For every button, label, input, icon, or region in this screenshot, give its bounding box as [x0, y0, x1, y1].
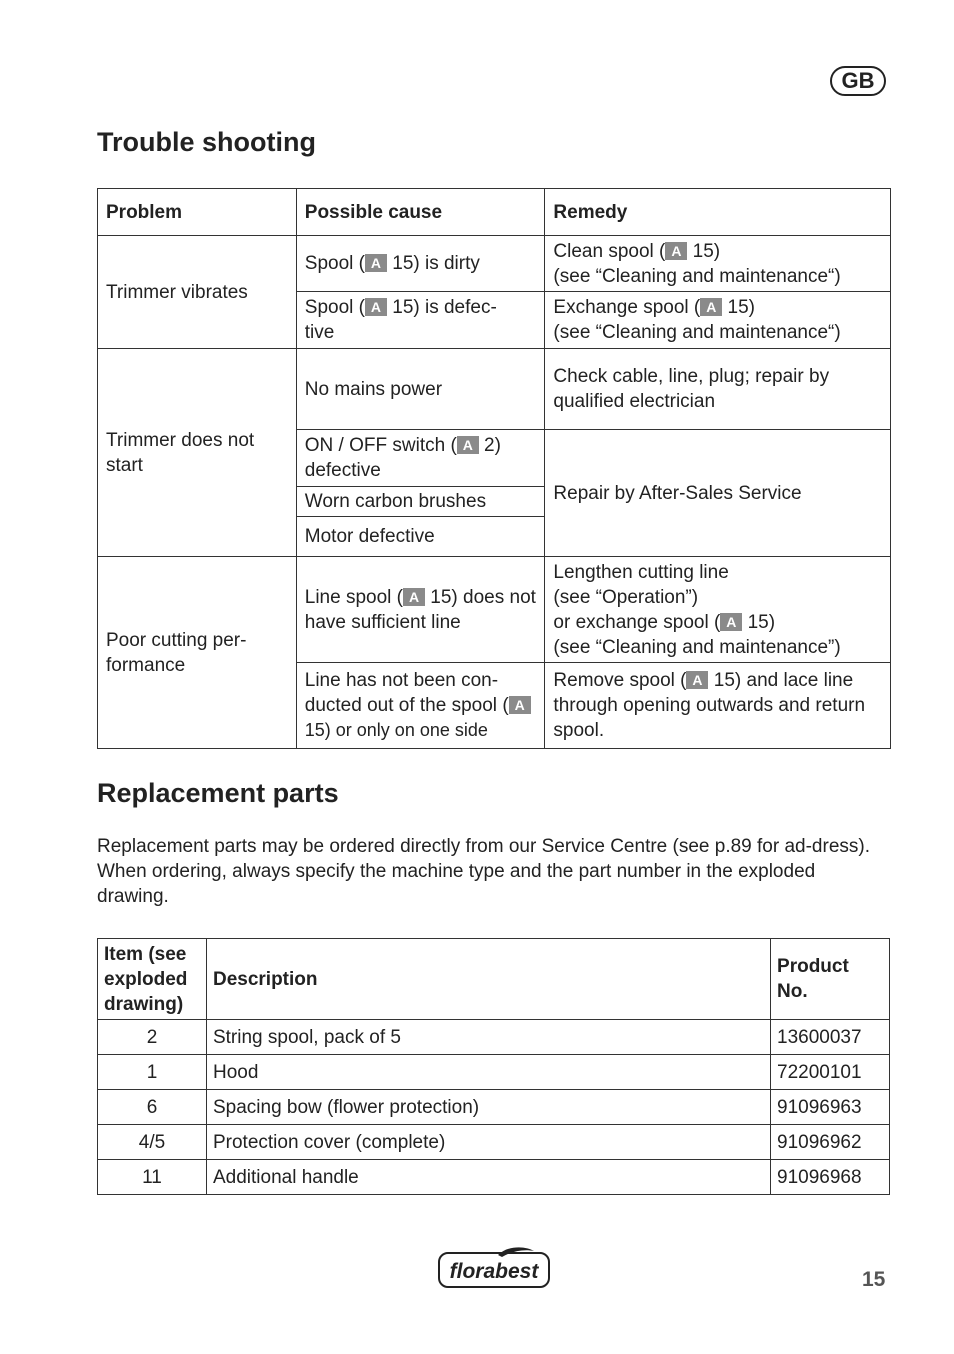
cause-cell: Line has not been con-ducted out of the spool ( A 15) or only on one side	[296, 663, 545, 749]
table-header-row	[98, 189, 891, 236]
cause-cell: Spool ( A 15) is defec- tive	[296, 292, 545, 349]
cause-cell: No mains power	[296, 349, 545, 430]
product-no-cell: 91096963	[771, 1090, 890, 1125]
column-header-product-no: Product No.	[771, 939, 890, 1020]
figure-a-marker: A	[365, 298, 387, 316]
table-row	[98, 1020, 890, 1055]
description-cell: String spool, pack of 5	[206, 1020, 770, 1055]
item-cell: 1	[98, 1055, 207, 1090]
language-badge: GB	[830, 66, 886, 96]
problem-cell: Trimmer does not start	[98, 349, 297, 557]
florabest-logo	[438, 1247, 550, 1289]
replacement-parts-title: Replacement parts	[97, 778, 339, 808]
figure-a-marker: A	[686, 671, 708, 689]
replacement-parts-table	[97, 938, 890, 1195]
problem-cell: Trimmer vibrates	[98, 236, 297, 349]
table-row	[98, 236, 891, 292]
table-row	[98, 1125, 890, 1160]
product-no-cell: 72200101	[771, 1055, 890, 1090]
table-header-row	[98, 939, 890, 1020]
figure-a-marker: A	[509, 696, 531, 714]
troubleshooting-title: Trouble shooting	[97, 127, 316, 157]
troubleshooting-table	[97, 188, 891, 749]
cause-cell: Motor defective	[296, 517, 545, 557]
table-row	[98, 1090, 890, 1125]
figure-a-marker: A	[720, 613, 742, 631]
column-header-description: Description	[206, 939, 770, 1020]
column-header-problem: Problem	[98, 189, 297, 236]
figure-a-marker: A	[665, 242, 687, 260]
product-no-cell: 13600037	[771, 1020, 890, 1055]
problem-cell: Poor cutting per-formance	[98, 557, 297, 749]
figure-a-marker: A	[365, 254, 387, 272]
description-cell: Additional handle	[206, 1160, 770, 1195]
replacement-intro: Replacement parts may be ordered directly from our Service Centre (see p.89 for ad-dress). When ordering, always specify the machine type and the part number in the exploded drawing.	[97, 836, 870, 907]
item-cell: 4/5	[98, 1125, 207, 1160]
figure-a-marker: A	[403, 588, 425, 606]
figure-a-marker: A	[700, 298, 722, 316]
table-row	[98, 1055, 890, 1090]
column-header-cause: Possible cause	[296, 189, 545, 236]
remedy-cell: Clean spool ( A 15) (see “Cleaning and maintenance“)	[545, 236, 891, 292]
product-no-cell: 91096962	[771, 1125, 890, 1160]
table-row	[98, 349, 891, 430]
remedy-cell: Repair by After-Sales Service	[545, 430, 891, 557]
description-cell: Protection cover (complete)	[206, 1125, 770, 1160]
remedy-cell: Remove spool ( A 15) and lace line through opening outwards and return spool.	[545, 663, 891, 749]
column-header-item: Item (see exploded drawing)	[98, 939, 207, 1020]
remedy-cell: Exchange spool ( A 15) (see “Cleaning and maintenance“)	[545, 292, 891, 349]
product-no-cell: 91096968	[771, 1160, 890, 1195]
item-cell: 11	[98, 1160, 207, 1195]
remedy-cell: Check cable, line, plug; repair by qualified electrician	[545, 349, 891, 430]
cause-cell: Line spool ( A 15) does not have sufficient line	[296, 557, 545, 663]
page-number: 15	[862, 1268, 886, 1291]
description-cell: Spacing bow (flower protection)	[206, 1090, 770, 1125]
table-row	[98, 557, 891, 663]
description-cell: Hood	[206, 1055, 770, 1090]
brand-wordmark: florabest	[449, 1260, 539, 1283]
cause-cell: Spool ( A 15) is dirty	[296, 236, 545, 292]
cause-cell: ON / OFF switch ( A 2) defective	[296, 430, 545, 487]
cause-cell: Worn carbon brushes	[296, 487, 545, 517]
remedy-cell: Lengthen cutting line (see “Operation”) or exchange spool ( A 15) (see “Cleaning and maintenance”)	[545, 557, 891, 663]
item-cell: 6	[98, 1090, 207, 1125]
table-row	[98, 1160, 890, 1195]
figure-a-marker: A	[457, 436, 479, 454]
column-header-remedy: Remedy	[545, 189, 891, 236]
item-cell: 2	[98, 1020, 207, 1055]
